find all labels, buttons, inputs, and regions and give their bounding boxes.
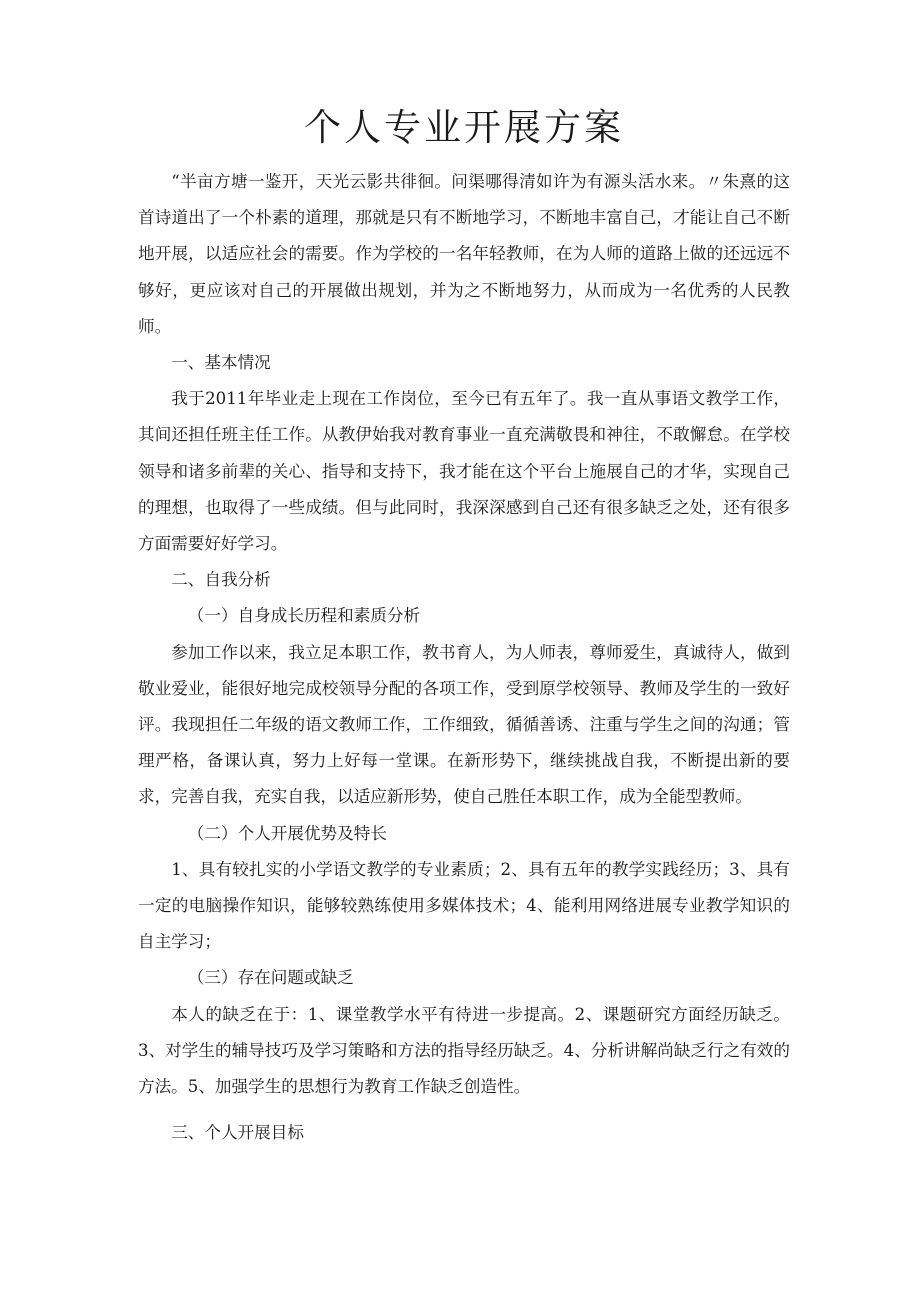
intro-paragraph: “半亩方塘一鉴开，天光云影共徘徊。问渠哪得清如许为有源头活水来。〃朱熹的这首诗道出了一个朴素的道理，那就是只有不断地学习，不断地丰富自己，才能让自己不断地开展，以适应社会的需要。作为学校的一名年轻教师，在为人师的道路上做的还远远不够好，更应该对自己的开展做出规划，并为之不断地努力，从而成为一名优秀的人民教师。 — [138, 172, 790, 336]
document-page — [138, 100, 790, 1151]
subheading-strengths: （二）个人开展优势及特长 — [187, 823, 387, 843]
subheading-growth-analysis: （一）自身成长历程和素质分析 — [187, 606, 421, 626]
document-title: 个人专业开展方案 — [304, 106, 624, 149]
growth-analysis-paragraph: 参加工作以来，我立足本职工作，教书育人，为人师表，尊师爱生，真诚待人，做到敬业爱业，能很好地完成校领导分配的各项工作，受到原学校领导、教师及学生的一致好评。我现担任二年级的语文教师工作，工作细致，循循善诱、注重与学生之间的沟通；管理严格，备课认真，努力上好每一堂课。在新形势下，继续挑战自我，不断提出新的要求，完善自我，充实自我，以适应新形势，使自己胜任本职工作，成为全能型教师。 — [138, 642, 790, 807]
basic-info-paragraph: 我于2011年毕业走上现在工作岗位，至今已有五年了。我一直从事语文教学工作，其间还担任班主任工作。从教伊始我对教育事业一直充满敬畏和神往，不敢懈怠。在学校领导和诸多前辈的关心、指导和支持下，我才能在这个平台上施展自己的才华，实现自己的理想，也取得了一些成绩。但与此同时，我深深感到自己还有很多缺乏之处，还有很多方面需要好好学习。 — [138, 389, 790, 554]
section-heading-goals: 三、个人开展目标 — [171, 1123, 304, 1143]
strengths-paragraph: 1、具有较扎实的小学语文教学的专业素质；2、具有五年的教学实践经历；3、具有一定的电脑操作知识，能够较熟练使用多媒体技术；4、能利用网络进展专业教学知识的自主学习； — [138, 859, 790, 952]
section-heading-self-analysis: 二、自我分析 — [171, 570, 271, 590]
section-heading-basic-info: 一、基本情况 — [171, 353, 271, 373]
subheading-problems: （三）存在问题或缺乏 — [187, 968, 354, 988]
spacer — [138, 1105, 790, 1115]
problems-paragraph: 本人的缺乏在于：1、课堂教学水平有待进一步提高。2、课题研究方面经历缺乏。3、对学生的辅导技巧及学习策略和方法的指导经历缺乏。4、分析讲解尚缺乏行之有效的方法。5、加强学生的思想行为教育工作缺乏创造性。 — [138, 1004, 790, 1097]
